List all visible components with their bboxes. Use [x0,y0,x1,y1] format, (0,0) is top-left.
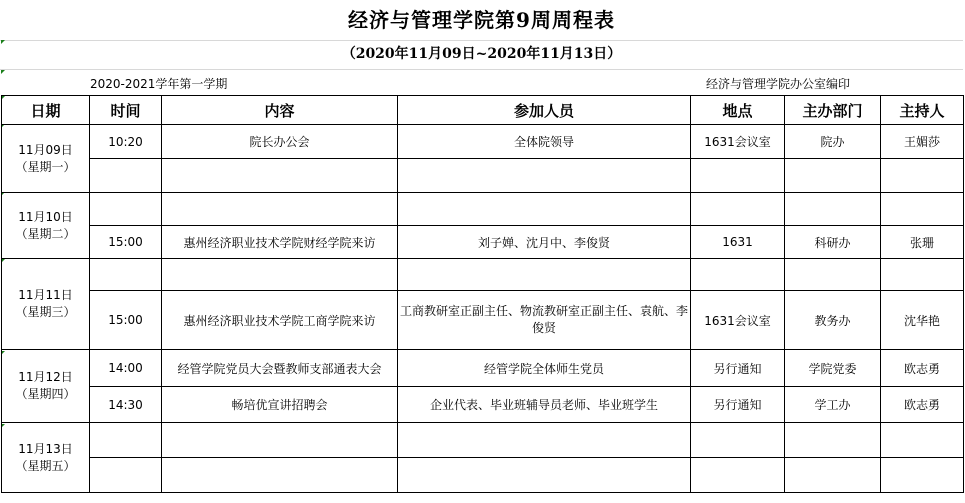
empty-cell [398,458,691,493]
schedule-table [1,95,964,493]
time-cell: 14:30 [90,387,162,423]
empty-cell [881,159,964,193]
table-row [2,259,964,291]
cell-comment-marker [1,70,5,74]
time-cell: 10:20 [90,125,162,159]
department-cell: 科研办 [785,226,881,259]
department-cell: 学工办 [785,387,881,423]
cell-comment-marker [1,40,5,44]
location-cell: 1631会议室 [691,125,785,159]
table-row [2,125,964,159]
empty-cell [691,458,785,493]
content-cell: 畅培优宣讲招聘会 [162,387,398,423]
time-cell: 14:00 [90,350,162,387]
empty-cell [90,423,162,458]
empty-cell [90,159,162,193]
empty-cell [881,423,964,458]
header-department: 主办部门 [785,96,881,125]
date-text: 11月12日 [18,370,73,384]
page-title: 经济与管理学院第9周周程表 [348,8,615,32]
empty-cell [162,259,398,291]
host-cell: 欧志勇 [881,350,964,387]
semester-label: 2020-2021学年第一学期 [90,77,228,91]
date-cell [2,193,90,259]
empty-cell [90,193,162,226]
date-text: 11月11日 [18,288,73,302]
host-cell: 沈华艳 [881,291,964,350]
date-cell [2,350,90,423]
location-cell: 另行通知 [691,350,785,387]
content-cell: 经管学院党员大会暨教师支部通表大会 [162,350,398,387]
table-row [2,423,964,458]
weekday-text: （星期一） [15,159,76,174]
location-cell: 1631 [691,226,785,259]
location-cell: 另行通知 [691,387,785,423]
date-range: （2020年11月09日~2020年11月13日） [341,46,622,62]
header-content: 内容 [162,96,398,125]
header-location: 地点 [691,96,785,125]
empty-cell [785,259,881,291]
host-cell: 张珊 [881,226,964,259]
date-text: 11月09日 [18,142,73,157]
empty-cell [162,159,398,193]
table-row [2,458,964,493]
content-cell: 惠州经济职业技术学院财经学院来访 [162,226,398,259]
date-cell [2,259,90,350]
title-row [0,0,963,41]
header-attendees: 参加人员 [398,96,691,125]
table-row [2,350,964,387]
weekday-text: （星期四） [15,387,76,401]
empty-cell [881,259,964,291]
table-row [2,159,964,193]
empty-cell [691,193,785,226]
empty-cell [90,259,162,291]
header-time: 时间 [90,96,162,125]
host-cell: 王媚莎 [881,125,964,159]
location-cell: 1631会议室 [691,291,785,350]
empty-cell [881,193,964,226]
empty-cell [785,159,881,193]
date-text: 11月13日 [18,441,73,456]
weekday-text: （星期二） [15,226,76,241]
weekday-text: （星期五） [15,458,76,473]
empty-cell [881,458,964,493]
table-row [2,387,964,423]
host-cell: 欧志勇 [881,387,964,423]
empty-cell [398,423,691,458]
empty-cell [691,159,785,193]
empty-cell [398,193,691,226]
content-cell: 惠州经济职业技术学院工商学院来访 [162,291,398,350]
date-cell [2,125,90,193]
empty-cell [691,423,785,458]
info-row [0,70,963,95]
attendees-cell: 工商教研室正副主任、物流教研室正副主任、袁航、李俊贤 [398,291,691,350]
empty-cell [785,458,881,493]
time-cell: 15:00 [90,226,162,259]
attendees-cell: 企业代表、毕业班辅导员老师、毕业班学生 [398,387,691,423]
department-cell: 教务办 [785,291,881,350]
header-date: 日期 [2,96,90,125]
empty-cell [691,259,785,291]
date-text: 11月10日 [18,209,73,224]
empty-cell [785,423,881,458]
attendees-cell: 经管学院全体师生党员 [398,350,691,387]
department-cell: 学院党委 [785,350,881,387]
editor-label: 经济与管理学院办公室编印 [706,77,851,91]
empty-cell [162,193,398,226]
empty-cell [162,423,398,458]
subtitle-row [0,40,963,70]
empty-cell [162,458,398,493]
content-cell: 院长办公会 [162,125,398,159]
weekday-text: （星期三） [15,305,76,319]
header-row [2,96,964,125]
department-cell: 院办 [785,125,881,159]
attendees-cell: 刘子婵、沈月中、李俊贤 [398,226,691,259]
empty-cell [398,259,691,291]
date-cell [2,423,90,493]
empty-cell [90,458,162,493]
table-row [2,193,964,226]
header-host: 主持人 [881,96,964,125]
table-row [2,291,964,350]
empty-cell [398,159,691,193]
empty-cell [785,193,881,226]
attendees-cell: 全体院领导 [398,125,691,159]
table-row [2,226,964,259]
time-cell: 15:00 [90,291,162,350]
